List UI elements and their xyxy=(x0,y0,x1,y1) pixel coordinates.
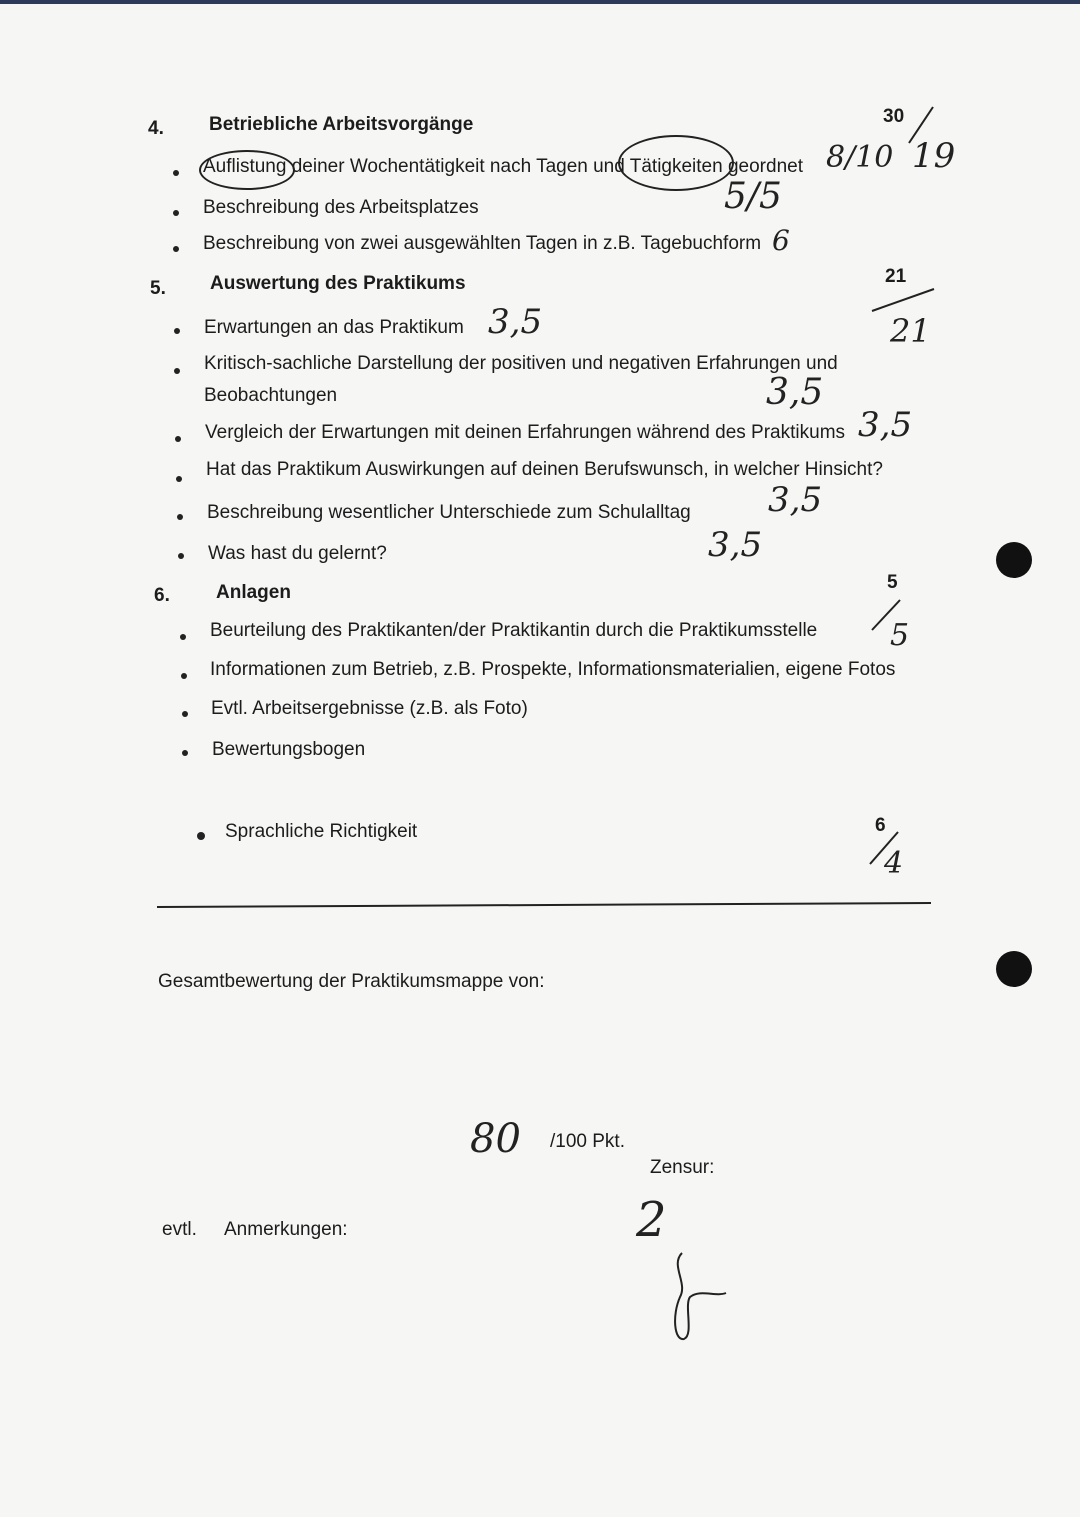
s5-item-2a: Kritisch-sachliche Darstellung der positiven und negativen Erfahrungen und xyxy=(204,353,838,374)
section-6-number: 6. xyxy=(154,585,170,606)
sprachlich-max-points: 6 xyxy=(875,815,886,836)
handwritten-score: 3,5 xyxy=(708,525,763,565)
bullet xyxy=(197,832,205,840)
section-5-title: Auswertung des Praktikums xyxy=(210,273,466,294)
handwritten-score: 3,5 xyxy=(488,302,543,342)
section-6-title: Anlagen xyxy=(216,582,291,603)
s4-item-3: Beschreibung von zwei ausgewählten Tagen in z.B. Tagebuchform xyxy=(203,233,762,254)
handwritten-score: 5/5 xyxy=(724,176,782,217)
s5-item-1: Erwartungen an das Praktikum xyxy=(204,317,464,338)
section-4-number: 4. xyxy=(148,118,164,139)
zensur-label: Zensur: xyxy=(650,1157,715,1178)
sprachlich-label: Sprachliche Richtigkeit xyxy=(225,821,418,842)
section-5-number: 5. xyxy=(150,278,166,299)
divider-line xyxy=(157,902,931,908)
bullet xyxy=(181,673,187,679)
points-suffix: /100 Pkt. xyxy=(550,1131,625,1152)
handwritten-score: 6 xyxy=(772,224,790,257)
handwritten-circle xyxy=(199,150,295,190)
handwritten-total: 5 xyxy=(890,618,910,653)
anmerkungen-label: Anmerkungen: xyxy=(224,1219,348,1240)
handwritten-score: 3,5 xyxy=(768,480,823,520)
handwritten-score: 3,5 xyxy=(858,405,913,445)
s6-item-4: Bewertungsbogen xyxy=(212,739,366,760)
handwritten-total: 19 xyxy=(912,136,956,176)
bullet xyxy=(174,368,180,374)
s6-item-3: Evtl. Arbeitsergebnisse (z.B. als Foto) xyxy=(211,698,528,719)
bullet xyxy=(173,210,179,216)
bullet xyxy=(173,246,179,252)
section-5-max-points: 21 xyxy=(885,266,907,287)
s6-item-1: Beurteilung des Praktikanten/der Praktikantin durch die Praktikumsstelle xyxy=(210,620,818,641)
s5-item-2b: Beobachtungen xyxy=(204,385,338,406)
handwritten-circle xyxy=(618,135,734,191)
bullet xyxy=(176,476,182,482)
handwritten-score: 8/10 xyxy=(826,140,894,175)
handwritten-fraction-stroke xyxy=(868,285,938,315)
handwritten-total: 21 xyxy=(890,312,931,350)
bullet xyxy=(180,634,186,640)
s5-item-5: Beschreibung wesentlicher Unterschiede zum Schulalltag xyxy=(207,502,691,523)
s5-item-3: Vergleich der Erwartungen mit deinen Erfahrungen während des Praktikums xyxy=(205,422,846,443)
handwritten-total-points: 80 xyxy=(470,1116,521,1162)
bullet xyxy=(174,328,180,334)
handwritten-total: 4 xyxy=(884,846,904,881)
bullet xyxy=(182,750,188,756)
s6-item-2: Informationen zum Betrieb, z.B. Prospekte, Informationsmaterialien, eigene Fotos xyxy=(210,659,896,680)
bullet xyxy=(175,436,181,442)
s5-item-4: Hat das Praktikum Auswirkungen auf deinen Berufswunsch, in welcher Hinsicht? xyxy=(206,459,883,480)
handwritten-grade: 2 xyxy=(636,1192,667,1248)
punch-hole xyxy=(996,951,1032,987)
bullet xyxy=(178,553,184,559)
section-4-title: Betriebliche Arbeitsvorgänge xyxy=(209,114,474,135)
handwritten-initials xyxy=(660,1245,740,1345)
section-6-max-points: 5 xyxy=(887,572,898,593)
anmerkungen-prefix: evtl. xyxy=(162,1219,197,1240)
bullet xyxy=(173,170,179,176)
s5-item-6: Was hast du gelernt? xyxy=(208,543,387,564)
punch-hole xyxy=(996,542,1032,578)
handwritten-score: 3,5 xyxy=(766,372,824,413)
s4-item-2: Beschreibung des Arbeitsplatzes xyxy=(203,197,479,218)
s4-item-1: Auflistung deiner Wochentätigkeit nach Tagen und Tätigkeiten geordnet xyxy=(203,156,803,177)
bullet xyxy=(177,514,183,520)
section-4-max-points: 30 xyxy=(883,106,905,127)
scan-edge xyxy=(0,0,1080,4)
gesamt-label: Gesamtbewertung der Praktikumsmappe von: xyxy=(158,971,545,992)
bullet xyxy=(182,711,188,717)
